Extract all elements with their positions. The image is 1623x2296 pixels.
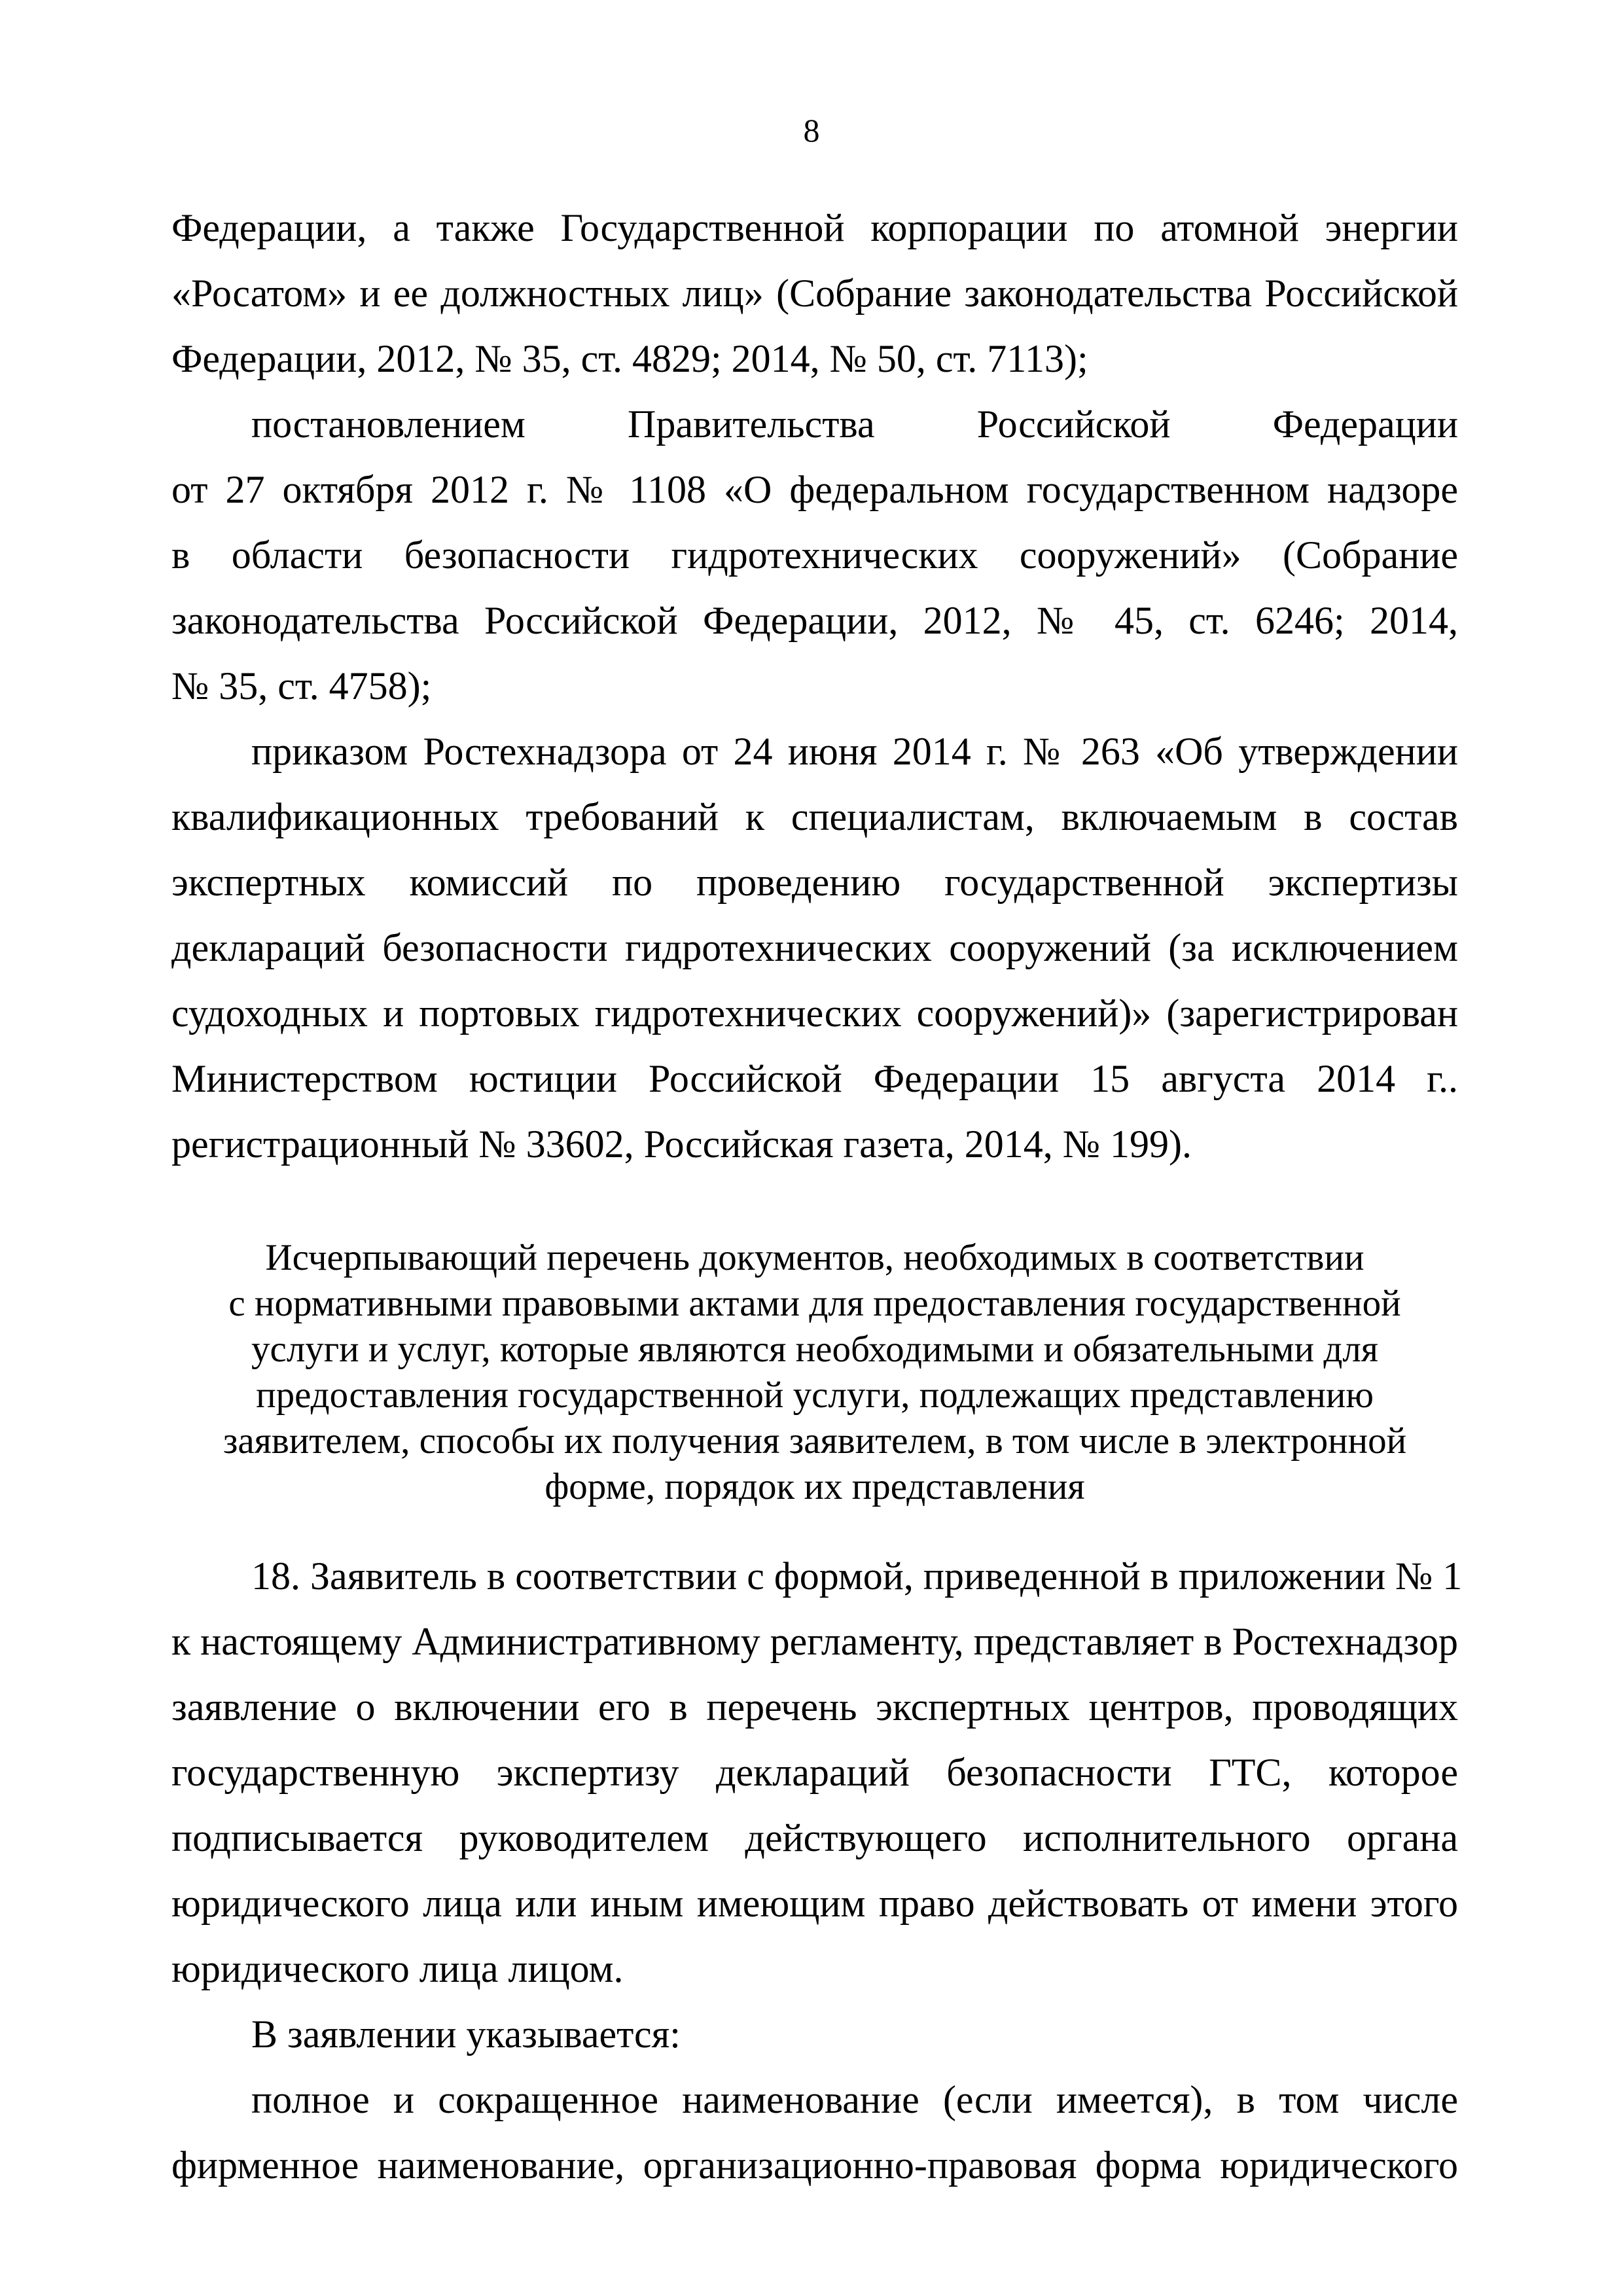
text-line: постановлением Правительства Российской Федерации xyxy=(251,403,1458,446)
text-line: государственную экспертизу деклараций безопасности ГТС, которое xyxy=(171,1751,1458,1794)
heading-line: форме, порядок их представления xyxy=(544,1466,1085,1507)
text-line: Федерации, а также Государственной корпорации по атомной энергии xyxy=(171,206,1458,249)
text-line: 18. Заявитель в соответствии с формой, приведенной в приложении № 1 xyxy=(251,1554,1463,1598)
text-line: экспертных комиссий по проведению государственной экспертизы xyxy=(171,861,1458,904)
text-line: Министерством юстиции Российской Федерации 15 августа 2014 г.. xyxy=(171,1057,1458,1100)
text-line: «Росатом» и ее должностных лиц» (Собрание законодательства Российской xyxy=(171,272,1458,315)
heading-line: услуги и услуг, которые являются необходимыми и обязательными для xyxy=(251,1329,1378,1370)
text-line: Федерации, 2012, № 35, ст. 4829; 2014, № 50, ст. 7113); xyxy=(171,337,1088,380)
text-line: судоходных и портовых гидротехнических сооружений)» (зарегистрирован xyxy=(171,992,1458,1035)
text-line: В заявлении указывается: xyxy=(251,2013,681,2056)
text-line: приказом Ростехнадзора от 24 июня 2014 г. № 263 «Об утверждении xyxy=(251,730,1458,773)
heading-line: с нормативными правовыми актами для предоставления государственной xyxy=(228,1283,1401,1324)
text-line: юридического лица или иным имеющим право действовать от имени этого xyxy=(171,1882,1458,1925)
text-line: заявление о включении его в перечень экспертных центров, проводящих xyxy=(171,1685,1458,1729)
heading-line: заявителем, способы их получения заявителем, в том числе в электронной xyxy=(223,1420,1407,1462)
text-line: к настоящему Административному регламенту, представляет в Ростехнадзор xyxy=(171,1620,1458,1663)
text-line: подписывается руководителем действующего исполнительного органа xyxy=(171,1816,1458,1859)
text-line: № 35, ст. 4758); xyxy=(171,664,432,708)
text-line: в области безопасности гидротехнических сооружений» (Собрание xyxy=(171,533,1458,577)
text-line: фирменное наименование, организационно-правовая форма юридического xyxy=(171,2144,1458,2187)
page-number: 8 xyxy=(803,112,820,149)
text-line: квалификационных требований к специалистам, включаемым в состав xyxy=(171,795,1458,838)
text-line: юридического лица лицом. xyxy=(171,1947,624,1990)
text-line: законодательства Российской Федерации, 2012, № 45, ст. 6246; 2014, xyxy=(171,599,1458,642)
text-line: деклараций безопасности гидротехнических сооружений (за исключением xyxy=(171,926,1458,969)
text-line: полное и сокращенное наименование (если имеется), в том числе xyxy=(251,2078,1458,2121)
text-line: регистрационный № 33602, Российская газета, 2014, № 199). xyxy=(171,1122,1192,1166)
heading-line: предоставления государственной услуги, подлежащих представлению xyxy=(256,1374,1374,1416)
heading-line: Исчерпывающий перечень документов, необходимых в соответствии xyxy=(265,1237,1364,1278)
text-line: от 27 октября 2012 г. № 1108 «О федеральном государственном надзоре xyxy=(171,468,1458,511)
